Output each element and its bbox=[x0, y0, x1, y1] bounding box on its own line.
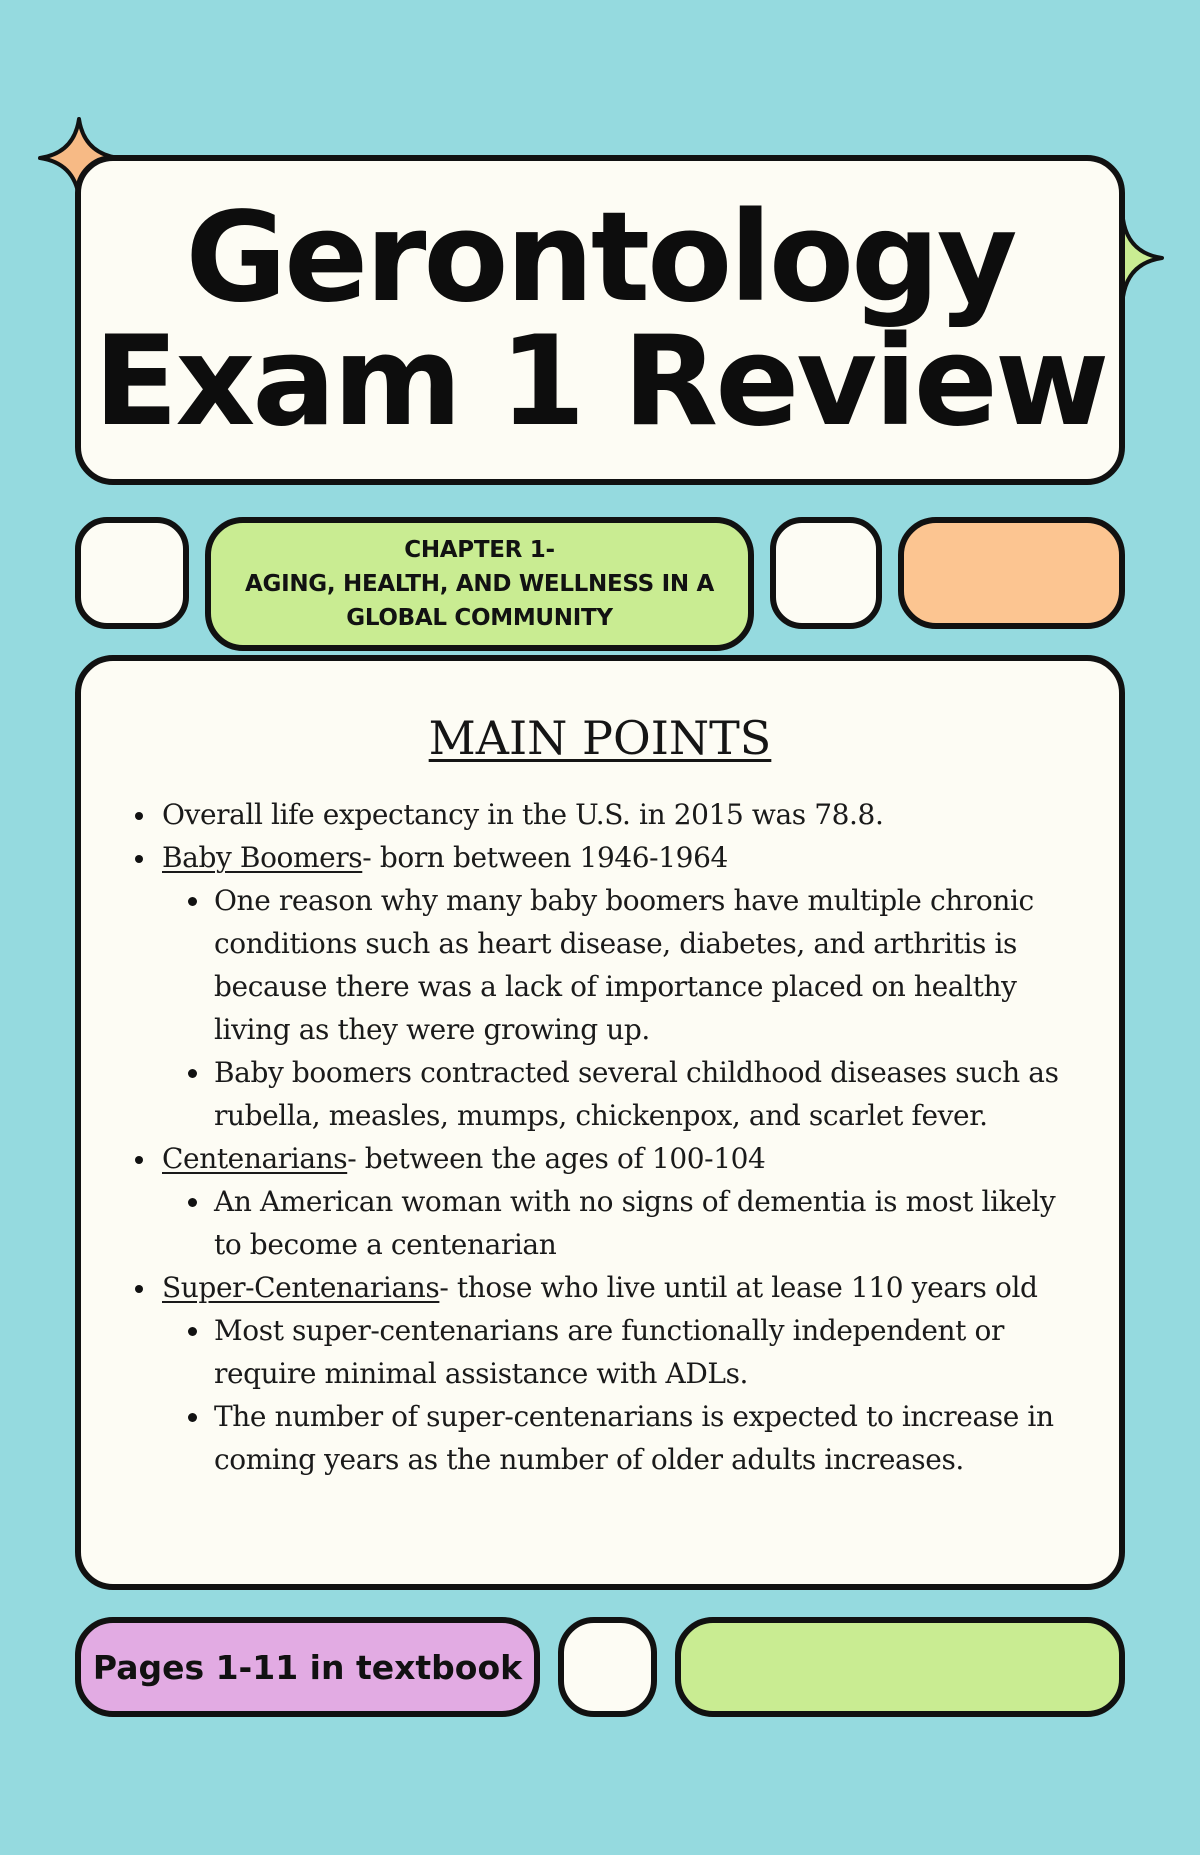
sub-points-list bbox=[162, 879, 1079, 1137]
pages-reference-label: Pages 1-11 in textbook bbox=[92, 1647, 523, 1687]
pages-reference-card bbox=[75, 1617, 540, 1717]
chapter-title-line-1: AGING, HEALTH, AND WELLNESS IN A bbox=[244, 571, 715, 597]
decorative-chip-middle bbox=[770, 517, 882, 629]
point-term: Centenarians bbox=[162, 1142, 348, 1175]
point-term: Baby Boomers bbox=[162, 841, 363, 874]
chapter-title-line-2: GLOBAL COMMUNITY bbox=[346, 605, 613, 631]
sub-points-list bbox=[162, 1309, 1079, 1481]
chapter-number: CHAPTER 1- bbox=[404, 537, 555, 563]
list-item-centenarians bbox=[135, 1137, 1079, 1266]
decorative-bar-green bbox=[675, 1617, 1125, 1717]
title-line-1: Gerontology bbox=[185, 186, 1015, 330]
main-points-heading-text: MAIN POINTS bbox=[428, 711, 772, 765]
point-term: Super-Centenarians bbox=[162, 1271, 440, 1304]
decorative-chip-left bbox=[75, 517, 189, 629]
sub-list-item: One reason why many baby boomers have multiple chronic conditions such as heart disease, diabetes, and arthritis is because there was a lack of importance placed on healthy living as they were growing up. bbox=[162, 879, 1079, 1051]
sub-list-item: The number of super-centenarians is expected to increase in coming years as the number of older adults increases. bbox=[162, 1395, 1079, 1481]
point-text: - those who live until at lease 110 years old bbox=[439, 1271, 1038, 1304]
decorative-chip-bottom bbox=[558, 1617, 657, 1717]
list-item-super-centenarians bbox=[135, 1266, 1079, 1481]
sub-points-list bbox=[162, 1180, 1079, 1266]
sub-list-item: An American woman with no signs of dementia is most likely to become a centenarian bbox=[162, 1180, 1079, 1266]
sub-list-item: Baby boomers contracted several childhood diseases such as rubella, measles, mumps, chickenpox, and scarlet fever. bbox=[162, 1051, 1079, 1137]
list-item-baby-boomers bbox=[135, 836, 1079, 1137]
list-item-life-expectancy bbox=[135, 793, 1079, 836]
title-line-2: Exam 1 Review bbox=[93, 310, 1107, 454]
point-text: Overall life expectancy in the U.S. in 2015 was 78.8. bbox=[162, 798, 884, 831]
title-card bbox=[75, 155, 1125, 485]
decorative-chip-orange bbox=[898, 517, 1125, 629]
main-points-list bbox=[135, 793, 1079, 1481]
sub-list-item: Most super-centenarians are functionally independent or require minimal assistance with ADLs. bbox=[162, 1309, 1079, 1395]
point-text: - between the ages of 100-104 bbox=[347, 1142, 766, 1175]
main-points-card bbox=[75, 655, 1125, 1590]
chapter-label-card bbox=[205, 517, 754, 651]
main-points-heading bbox=[81, 711, 1119, 765]
point-text: - born between 1946-1964 bbox=[362, 841, 728, 874]
